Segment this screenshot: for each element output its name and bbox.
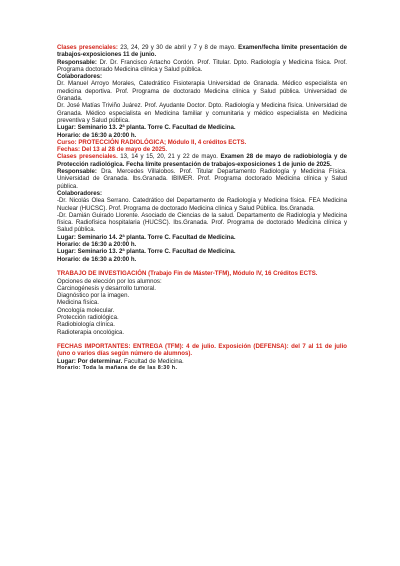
mod1-clases-label: Clases presenciales:: [57, 44, 118, 51]
mod1-horario: Horario: de 16:30 a 20:00 h.: [57, 131, 137, 139]
mod2-clases-dates: 13, 14 y 15, 20, 21 y 22 de mayo.: [117, 153, 221, 161]
tfm-option: Protección radiológica.: [57, 313, 119, 321]
mod1-clases-line: [57, 44, 347, 59]
spacer: [57, 336, 347, 343]
mod2-resp-text: Dra. Mercedes Villalobos. Prof. Titular Departamento Radiología y Medicina Física. Universidad de Granada. Ibs.Granada. IBIMER. Prof. Programa doctorado Medicina clínica y Salud pública.: [57, 168, 347, 190]
tfm-title: TRABAJO DE INVESTIGACIÓN (Trabajo Fin de Máster-TFM), Módulo IV, 16 Créditos ECTS.: [57, 270, 318, 278]
mod1-resp-label: Responsable:: [57, 58, 97, 66]
mod1-responsable: [57, 59, 347, 74]
fechas-lugar-text: Facultad de Medicina.: [122, 357, 184, 365]
mod2-horario-2: Horario: de 16:30 a 20:00 h.: [57, 255, 137, 263]
mod2-colab-2: -Dr. Damián Guirado Llorente. Asociado de Ciencias de la salud. Departamento de Radiología y Medicina física. Radiofísica hospitalaria (HUCSC). Ibs.Granada. Prof. Programa de doctorado Medicina clínica y Salud pública.: [57, 211, 347, 234]
mod1-exam: Examen/fecha límite presentación de trabajos-exposiciones 11 de junio.: [57, 44, 347, 59]
mod1-colab-1: Dr. Manuel Arroyo Morales, Catedrático Fisioterapia Universidad de Granada. Médico especialista en medicina deportiva. Prof. Programa de doctorado Medicina clínica y Salud pública. Universidad de Granada.: [57, 80, 347, 103]
tfm-option: Radiobiología clínica.: [57, 321, 115, 329]
document-body: [57, 44, 347, 372]
mod1-clases-dates: 23, 24, 29 y 30 de abril y 7 y 8 de mayo.: [117, 44, 239, 51]
mod2-clases-label: Clases presenciales.: [57, 153, 118, 161]
fechas-lugar-label: Lugar: Por determinar.: [57, 357, 123, 365]
fechas-importantes-title: FECHAS IMPORTANTES: ENTREGA (TFM): 4 de julio. Exposición (DEFENSA): del 7 al 11 de julio (uno o varios días según número de alumnos).: [57, 343, 347, 358]
tfm-option: Carcinogénesis y desarrollo tumoral.: [57, 284, 156, 292]
mod1-colab-label: Colaboradores:: [57, 73, 103, 81]
mod2-colab-label: Colaboradores:: [57, 189, 103, 197]
mod2-fechas: Fechas: Del 13 al 28 de mayo de 2025.: [57, 146, 168, 154]
mod2-lugar-1: Lugar: Seminario 14. 2ª planta. Torre C. Facultad de Medicina.: [57, 233, 236, 241]
fechas-lugar-line: [57, 358, 347, 365]
mod2-lugar-2: Lugar: Seminario 13. 2ª planta. Torre C. Facultad de Medicina.: [57, 248, 236, 256]
mod2-responsable: [57, 168, 347, 190]
mod2-resp-label: Responsable:: [57, 168, 97, 176]
tfm-option: Medicina física.: [57, 299, 99, 307]
mod1-lugar: Lugar: Seminario 13. 2ª planta. Torre C. Facultad de Medicina.: [57, 124, 236, 132]
tfm-option: Radioterapia oncológica.: [57, 328, 125, 336]
fechas-horario: Horario: Toda la mañana de de las 8:30 h.: [57, 365, 178, 372]
mod1-resp-text: Dr. Dr. Francisco Artacho Cordón. Prof. Titular. Dpto. Radiología y Medicina física. Prof. Programa doctorado Medicina clínica y Salud pública.: [57, 58, 347, 73]
tfm-intro: Opciones de elección por los alumnos:: [57, 277, 162, 285]
mod2-exam: Examen 28 de mayo de radiobiología y de Protección radiológica. Fecha límite presentación de trabajos-exposiciones 1 de junio de 2025.: [57, 153, 347, 168]
mod2-colab-1: -Dr. Nicolás Olea Serrano. Catedrático del Departamento de Radiología y Medicina física. FEA Medicina Nuclear (HUCSC). Prof. Programa de doctorado Medicina clínica y Salud Pública. Ibs.Granada.: [57, 197, 347, 212]
tfm-option: Oncología molecular.: [57, 306, 115, 314]
mod2-clases-line: [57, 153, 347, 168]
tfm-option: Diagnóstico por la imagen.: [57, 292, 130, 300]
mod2-curso: Curso: PROTECCIÓN RADIOLÓGICA; Módulo II, 4 créditos ECTS.: [57, 138, 247, 146]
mod1-colab-2: Dr. José Matías Triviño Juárez. Prof. Ayudante Doctor. Dpto. Radiología y Medicina física. Universidad de Granada. Médico especialista en Medicina familiar y comunitaria y médico especialista en Medicina preventiva y Salud pública.: [57, 102, 347, 124]
mod2-horario-1: Horario: de 16:30 a 20:00 h.: [57, 241, 137, 249]
